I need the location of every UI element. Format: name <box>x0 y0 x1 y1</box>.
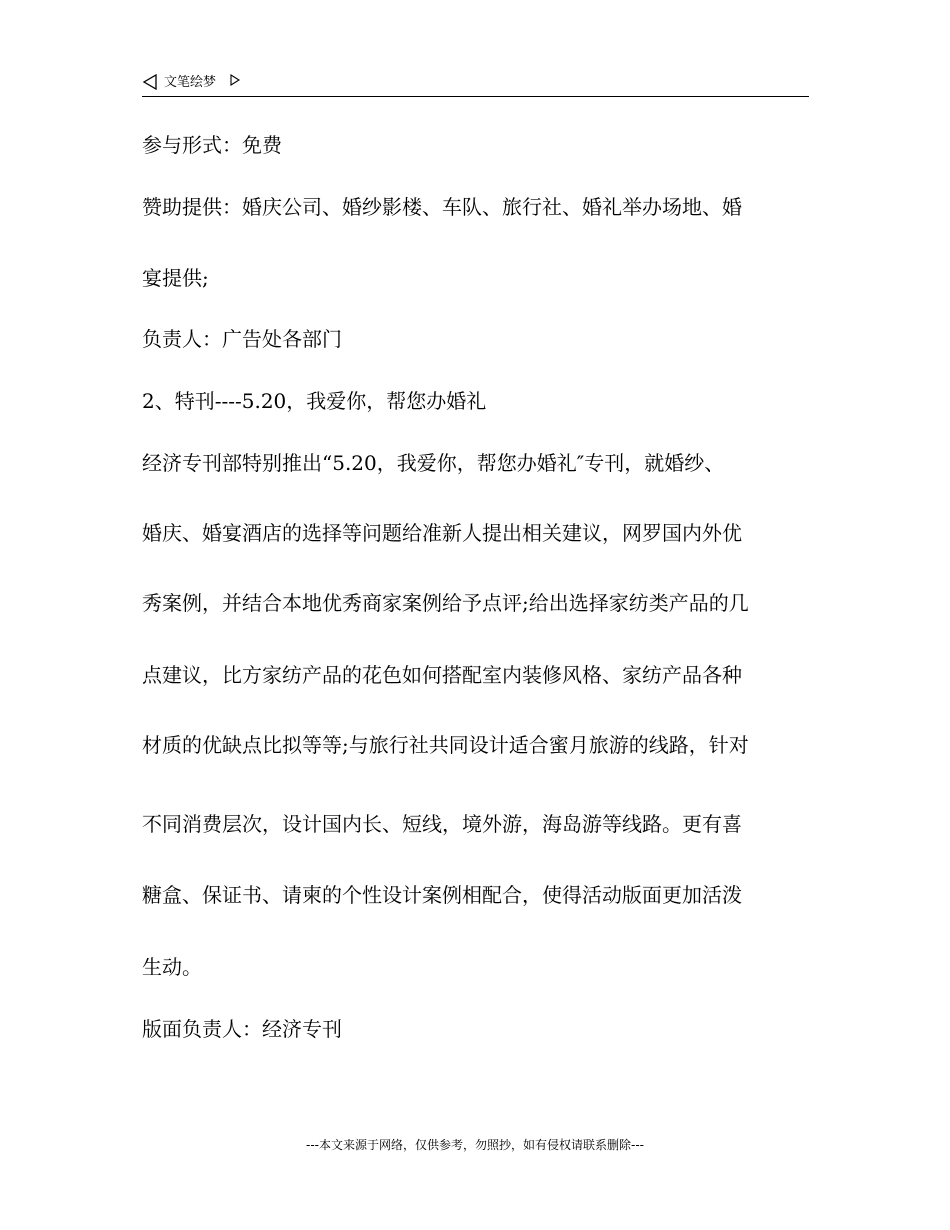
triangle-left-outline-icon <box>142 74 158 90</box>
text-line: 参与形式：免费 <box>142 133 282 157</box>
page-header <box>142 70 809 97</box>
text-line: 糖盒、保证书、请柬的个性设计案例相配合，使得活动版面更加活泼 <box>142 883 742 907</box>
text-line: 材质的优缺点比拟等等;与旅行社共同设计适合蜜月旅游的线路，针对 <box>142 733 749 757</box>
text-line: 生动。 <box>142 955 202 979</box>
text-line: 负责人：广告处各部门 <box>142 327 342 351</box>
text-line: 2、特刊----5.20，我爱你，帮您办婚礼 <box>142 389 487 413</box>
text-line: 宴提供; <box>142 266 209 290</box>
text-line: 点建议，比方家纺产品的花色如何搭配室内装修风格、家纺产品各种 <box>142 663 742 687</box>
text-line: 经济专刊部特别推出“5.20，我爱你，帮您办婚礼″专刊，就婚纱、 <box>142 451 725 475</box>
page-footer: ---本文来源于网络，仅供参考，勿照抄，如有侵权请联系删除--- <box>306 1138 644 1152</box>
header-title: 文笔绘梦 <box>164 75 217 90</box>
text-line: 赞助提供：婚庆公司、婚纱影楼、车队、旅行社、婚礼举办场地、婚 <box>142 195 742 219</box>
triangle-right-outline-icon <box>230 74 240 86</box>
text-line: 不同消费层次，设计国内长、短线，境外游，海岛游等线路。更有喜 <box>142 812 742 836</box>
text-line: 版面负责人：经济专刊 <box>142 1017 342 1041</box>
text-line: 秀案例，并结合本地优秀商家案例给予点评;给出选择家纺类产品的几 <box>142 591 749 615</box>
text-line: 婚庆、婚宴酒店的选择等问题给准新人提出相关建议，网罗国内外优 <box>142 521 742 545</box>
